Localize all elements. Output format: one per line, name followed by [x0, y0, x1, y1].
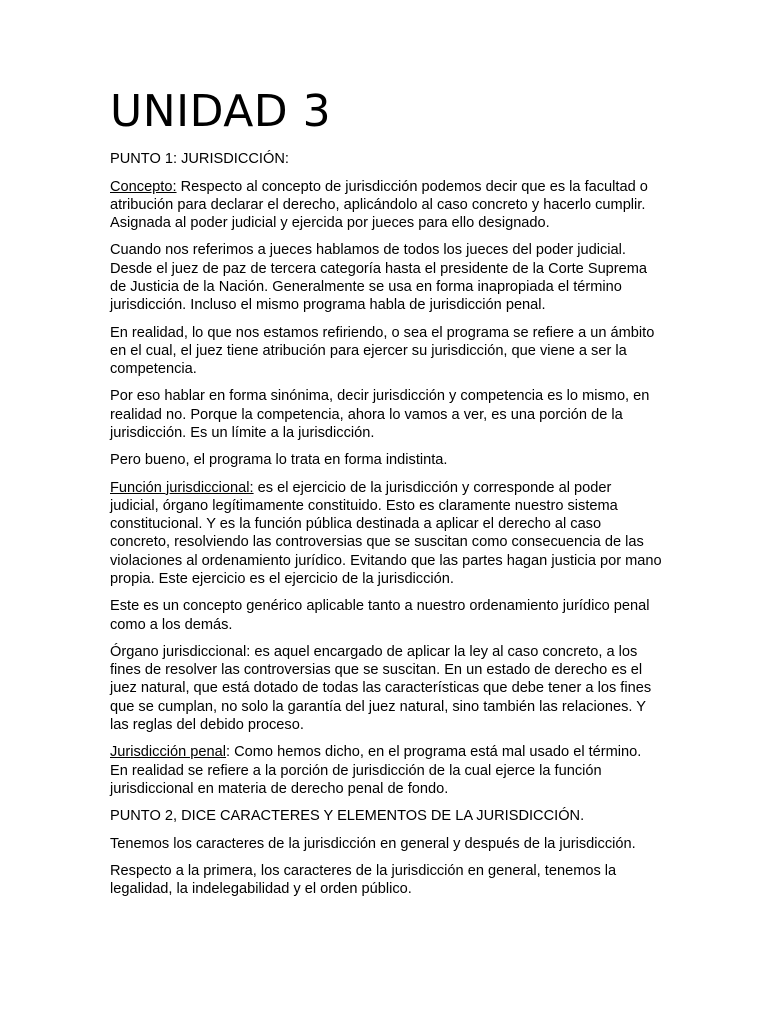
- paragraph-text: Este es un concepto genérico aplicable tanto a nuestro ordenamiento jurídico penal como a los demás.: [110, 598, 650, 633]
- term-label: Función jurisdiccional:: [110, 479, 254, 496]
- term-label: Concepto:: [110, 178, 177, 195]
- paragraph-text: En realidad, lo que nos estamos refiriendo, o sea el programa se refiere a un ámbito en el cual, el juez tiene atribución para ejercer su jurisdicción, que viene a ser la competencia.: [110, 324, 655, 377]
- paragraph-funcion-jurisdiccional: [110, 479, 662, 588]
- paragraph: [110, 324, 662, 379]
- paragraph-organo-jurisdiccional: [110, 643, 662, 734]
- paragraph-text: PUNTO 1: JURISDICCIÓN:: [110, 151, 289, 167]
- paragraph-concepto: [110, 178, 662, 233]
- paragraph: [110, 835, 662, 853]
- section-heading-punto-2: [110, 807, 662, 825]
- paragraph-jurisdiccion-penal: [110, 743, 662, 798]
- document-body: [110, 150, 662, 908]
- paragraph-text: : Como hemos dicho, en el programa está mal usado el término. En realidad se refiere a la porción de jurisdicción de la cual ejerce la función jurisdiccional en materia de derecho penal de fondo.: [110, 744, 642, 797]
- paragraph-text: PUNTO 2, DICE CARACTERES Y ELEMENTOS DE LA JURISDICCIÓN.: [110, 808, 585, 825]
- paragraph-text: Pero bueno, el programa lo trata en forma indistinta.: [110, 452, 448, 469]
- paragraph: [110, 862, 662, 898]
- term-label: Jurisdicción penal: [110, 744, 227, 761]
- paragraph-text: es el ejercicio de la jurisdicción y corresponde al poder judicial, órgano legítimamente constituido. Esto es claramente nuestro sistema constitucional. Y es la función pública destinada a aplicar el derecho al caso concreto, resolviendo las controversias que se suscitan como consecuencia de las violaciones al ordenamiento jurídico. Evitando que las partes hagan justicia por mano propia. Este ejercicio es el ejercicio de la jurisdicción.: [110, 479, 662, 587]
- paragraph-text: Respecto a la primera, los caracteres de la jurisdicción en general, tenemos la legalidad, la indelegabilidad y el orden público.: [110, 863, 617, 898]
- paragraph-text: Tenemos los caracteres de la jurisdicción en general y después de la jurisdicción.: [110, 835, 636, 852]
- section-heading-punto-1: [110, 150, 662, 168]
- paragraph: [110, 241, 662, 314]
- document-title: UNIDAD 3: [110, 86, 332, 137]
- paragraph-text: Cuando nos referimos a jueces hablamos de todos los jueces del poder judicial. Desde el juez de paz de tercera categoría hasta el presidente de la Corte Suprema de Justicia de la Nación. Generalmente se usa en forma inapropiada el término jurisdicción. Incluso el mismo programa habla de jurisdicción penal.: [110, 242, 648, 314]
- paragraph: [110, 387, 662, 442]
- paragraph: [110, 597, 662, 633]
- paragraph-text: Por eso hablar en forma sinónima, decir jurisdicción y competencia es lo mismo, en realidad no. Porque la competencia, ahora lo vamos a ver, es una porción de la jurisdicción. Es un límite a la jurisdicción.: [110, 388, 650, 441]
- paragraph: [110, 451, 662, 469]
- paragraph-text: Respecto al concepto de jurisdicción podemos decir que es la facultad o atribución para declarar el derecho, aplicándolo al caso concreto y hacerlo cumplir. Asignada al poder judicial y ejercida por jueces para ello designado.: [110, 178, 648, 231]
- paragraph-text: Órgano jurisdiccional: es aquel encargado de aplicar la ley al caso concreto, a los fines de resolver las controversias que se suscitan. En un estado de derecho es el juez natural, que está dotado de todas las características que debe tener a los fines que se cumplan, no solo la garantía del juez natural, sino también las relaciones. Y las reglas del debido proceso.: [110, 644, 652, 733]
